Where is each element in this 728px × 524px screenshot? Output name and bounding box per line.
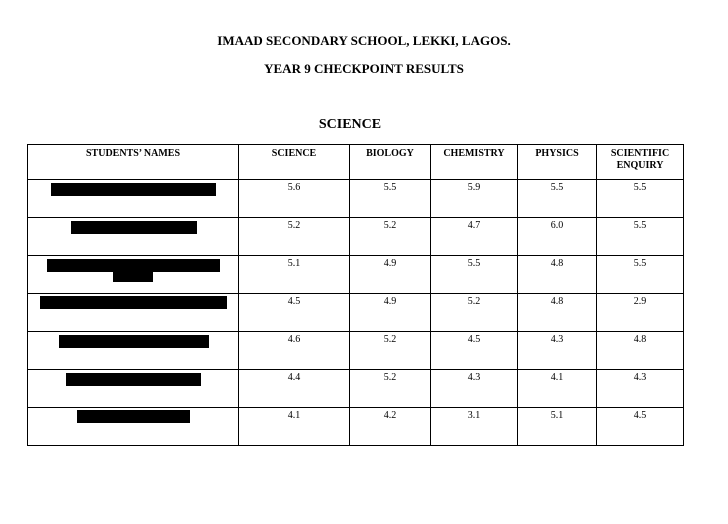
student-name-cell: [28, 256, 239, 294]
redaction-bar: [77, 410, 190, 423]
biology-score: 5.2: [350, 332, 431, 370]
table-row: [28, 370, 684, 408]
enquiry-score: 4.5: [597, 408, 684, 446]
table-row: [28, 332, 684, 370]
column-header-names: STUDENTS’ NAMES: [28, 145, 239, 180]
chemistry-score: 4.5: [431, 332, 518, 370]
report-title: YEAR 9 CHECKPOINT RESULTS: [264, 61, 464, 76]
biology-score: 5.2: [350, 370, 431, 408]
student-name-cell: [28, 332, 239, 370]
student-name-cell: [28, 408, 239, 446]
science-score: 4.4: [239, 370, 350, 408]
chemistry-score: 5.2: [431, 294, 518, 332]
science-score: 4.6: [239, 332, 350, 370]
redaction-bar: [40, 296, 227, 309]
chemistry-score: 4.7: [431, 218, 518, 256]
redaction-bar: [47, 259, 220, 272]
physics-score: 5.1: [518, 408, 597, 446]
science-score: 4.1: [239, 408, 350, 446]
science-score: 5.1: [239, 256, 350, 294]
enquiry-score: 2.9: [597, 294, 684, 332]
column-header-physics: PHYSICS: [518, 145, 597, 180]
enquiry-score: 5.5: [597, 218, 684, 256]
table-row: [28, 218, 684, 256]
physics-score: 4.3: [518, 332, 597, 370]
physics-score: 4.1: [518, 370, 597, 408]
table-row: [28, 408, 684, 446]
biology-score: 5.2: [350, 218, 431, 256]
enquiry-score: 4.8: [597, 332, 684, 370]
table-row: [28, 294, 684, 332]
biology-score: 4.9: [350, 256, 431, 294]
science-score: 4.5: [239, 294, 350, 332]
student-name-cell: [28, 370, 239, 408]
redaction-bar: [59, 335, 209, 348]
biology-score: 4.2: [350, 408, 431, 446]
subject-title: SCIENCE: [318, 117, 382, 132]
biology-score: 4.9: [350, 294, 431, 332]
redaction-bar: [71, 221, 197, 234]
table-header-row: [28, 145, 684, 180]
enquiry-score: 4.3: [597, 370, 684, 408]
biology-score: 5.5: [350, 180, 431, 218]
student-name-cell: [28, 180, 239, 218]
chemistry-score: 5.9: [431, 180, 518, 218]
physics-score: 4.8: [518, 256, 597, 294]
redaction-bar: [113, 272, 153, 282]
student-name-cell: [28, 294, 239, 332]
enquiry-score: 5.5: [597, 180, 684, 218]
chemistry-score: 4.3: [431, 370, 518, 408]
table-row: [28, 256, 684, 294]
chemistry-score: 3.1: [431, 408, 518, 446]
chemistry-score: 5.5: [431, 256, 518, 294]
redaction-bar: [51, 183, 216, 196]
results-table: [27, 144, 684, 446]
physics-score: 6.0: [518, 218, 597, 256]
column-header-scientific-enquiry: SCIENTIFIC ENQUIRY: [597, 145, 684, 180]
column-header-biology: BIOLOGY: [350, 145, 431, 180]
school-title: IMAAD SECONDARY SCHOOL, LEKKI, LAGOS.: [217, 33, 511, 48]
enquiry-score: 5.5: [597, 256, 684, 294]
physics-score: 5.5: [518, 180, 597, 218]
redaction-bar: [66, 373, 201, 386]
column-header-science: SCIENCE: [239, 145, 350, 180]
science-score: 5.2: [239, 218, 350, 256]
table-row: [28, 180, 684, 218]
science-score: 5.6: [239, 180, 350, 218]
column-header-chemistry: CHEMISTRY: [431, 145, 518, 180]
physics-score: 4.8: [518, 294, 597, 332]
student-name-cell: [28, 218, 239, 256]
